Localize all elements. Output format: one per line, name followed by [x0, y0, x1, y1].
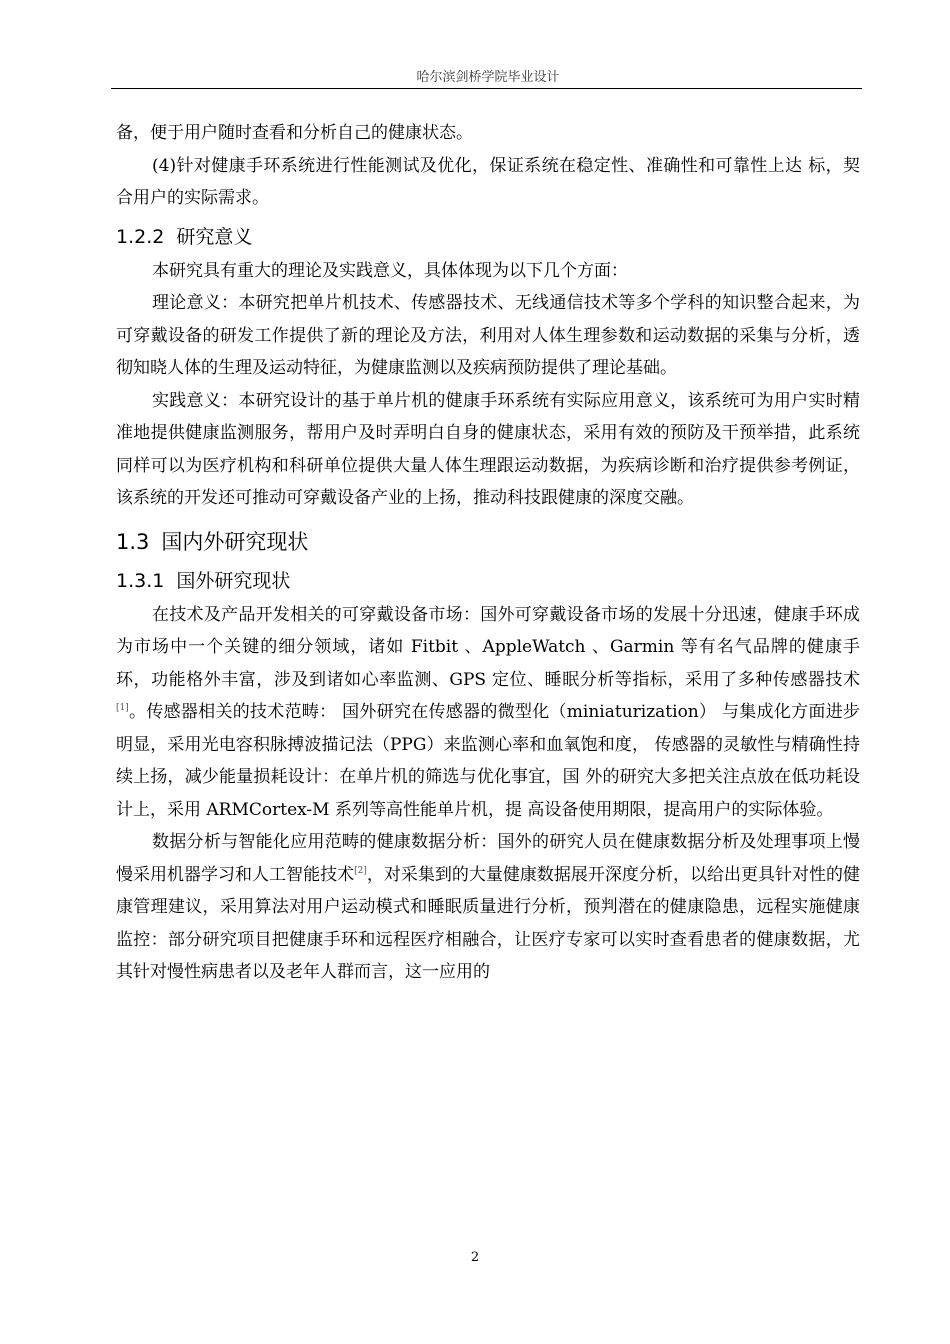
paragraph: 备，便于用户随时查看和分析自己的健康状态。	[116, 123, 473, 143]
header-rule	[111, 88, 862, 89]
paragraph-text: 数据分析与智能化应用范畴的健康数据分析：国外的研究人员在健康数据分析及处理事项上慢慢采用机器学习和人工智能技术	[116, 832, 860, 885]
paragraph: (4)针对健康手环系统进行性能测试及优化，保证系统在稳定性、准确性和可靠性上达 标，契合用户的实际需求。	[116, 155, 860, 208]
page-number: 2	[470, 1250, 480, 1265]
section-title: 国内外研究现状	[161, 529, 309, 554]
paragraph: 理论意义：本研究把单片机技术、传感器技术、无线通信技术等多个学科的知识整合起来，为可穿戴设备的研发工作提供了新的理论及方法，利用对人体生理参数和运动数据的采集与分析，透彻知晓人体的生理及运动特征，为健康监测以及疾病预防提供了理论基础。	[116, 293, 860, 378]
paragraph-text: ，对采集到的大量健康数据展开深度分析，以给出更具针对性的健康管理建议，采用算法对用户运动模式和睡眠质量进行分析，预判潜在的健康隐患，远程实施健康监控：部分研究项目把健康手环和远程医疗相融合，让医疗专家可以实时查看患者的健康数据，尤其针对慢性病患者以及老年人群而言，这一应用的	[116, 864, 861, 982]
document-body	[116, 117, 860, 989]
page-header: 哈尔滨剑桥学院毕业设计	[416, 70, 560, 85]
paragraph: 实践意义：本研究设计的基于单片机的健康手环系统有实际应用意义，该系统可为用户实时精准地提供健康监测服务，帮用户及时弄明白自身的健康状态，采用有效的预防及干预举措，此系统同样可以为医疗机构和科研单位提供大量人体生理跟运动数据，为疾病诊断和治疗提供参考例证，该系统的开发还可推动可穿戴设备产业的上扬，推动科技跟健康的深度交融。	[116, 390, 860, 508]
paragraph-text: 在技术及产品开发相关的可穿戴设备市场：国外可穿戴设备市场的发展十分迅速，健康手环成为市场中一个关键的细分领域，诸如 Fitbit 、AppleWatch 、Garmin 等有名气品牌的健康手环，功能格外丰富，涉及到诸如心率监测、GPS 定位、睡眠分析等指标，采用了多种传感器技术	[116, 604, 860, 690]
section-title: 研究意义	[176, 225, 253, 248]
section-number: 1.2.2	[116, 225, 165, 248]
paragraph-text: 。传感器相关的技术范畴： 国外研究在传感器的微型化（miniaturization） 与集成化方面进步明显，采用光电容积脉搏波描记法（PPG）来监测心率和血氧饱和度， 传感器的灵敏性与精确性持续上扬，减少能量损耗设计：在单片机的筛选与优化事宜，国 外的研究大多把关注点放在低功耗设计上，采用 ARMCortex-M 系列等高性能单片机，提 高设备使用期限，提高用户的实际体验。	[116, 702, 860, 820]
section-number: 1.3	[116, 529, 150, 554]
paragraph: 本研究具有重大的理论及实践意义，具体体现为以下几个方面：	[152, 260, 628, 281]
section-title: 国外研究现状	[176, 569, 291, 592]
section-heading-1-3-1	[116, 565, 860, 597]
citation-ref: [1]	[116, 703, 129, 713]
section-heading-1-2-2	[116, 221, 860, 253]
paragraph	[116, 599, 860, 827]
paragraph	[116, 826, 860, 989]
section-heading-1-3	[116, 525, 860, 559]
section-number: 1.3.1	[116, 569, 165, 592]
citation-ref: [2]	[354, 865, 367, 876]
